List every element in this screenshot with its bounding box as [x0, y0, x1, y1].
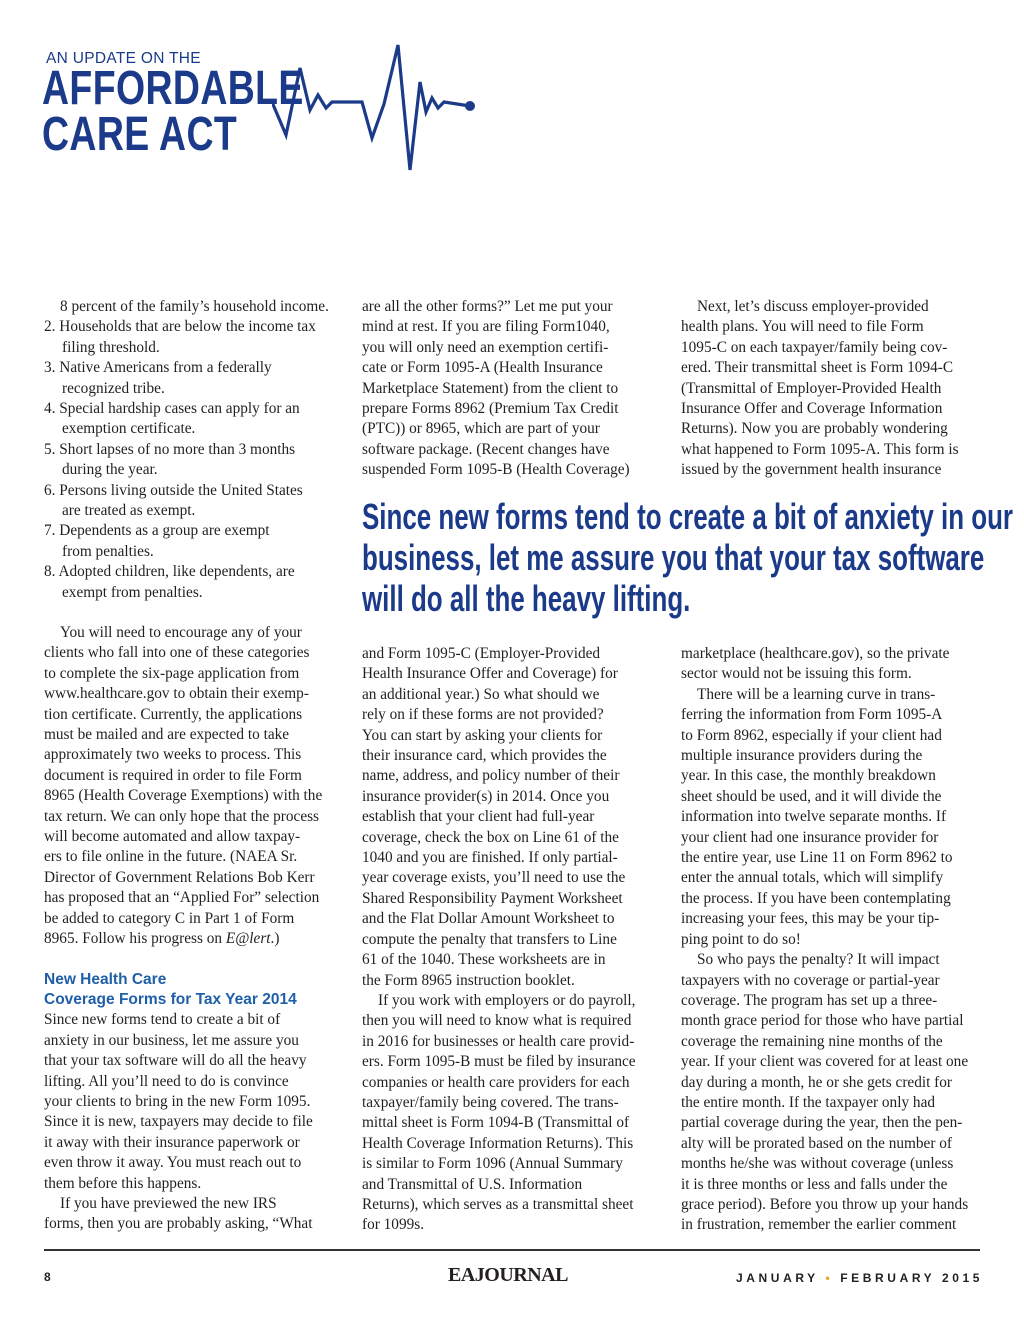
text-line: ping point to do so! — [681, 930, 801, 948]
text-line: in 2016 for businesses or health care provid- — [362, 1032, 635, 1050]
text-line: grace period). Before you throw up your hands — [681, 1195, 969, 1213]
text-line: it is three months or less and falls under the — [681, 1175, 948, 1193]
issue-date — [736, 1271, 983, 1285]
text-line: is similar to Form 1096 (Annual Summary — [362, 1155, 623, 1173]
paragraph-encourage-clients — [44, 623, 344, 950]
text-line: ferring the information from Form 1095-A — [681, 706, 943, 724]
text-line: anxiety in our business, let me assure you — [44, 1031, 299, 1049]
column-2-body — [362, 644, 662, 1236]
list-line: 8. Adopted children, like dependents, are — [44, 563, 295, 581]
text-fragment: .) — [270, 930, 280, 948]
text-line: year coverage exists, you’ll need to use the — [362, 869, 626, 887]
text-line: coverage. The program has set up a three- — [681, 991, 938, 1009]
header-title — [42, 62, 304, 161]
list-line: from penalties. — [62, 542, 154, 560]
text-line: for 1099s. — [362, 1216, 425, 1234]
text-line: mittal sheet is Form 1094-B (Transmittal of — [362, 1114, 630, 1132]
header-kicker: AN UPDATE ON THE — [46, 50, 201, 67]
text-line: be added to category C in Part 1 of Form — [44, 909, 295, 927]
text-line: 8965 (Health Coverage Exemptions) with the — [44, 787, 323, 805]
pull-quote — [362, 496, 1014, 619]
text-line: software package. (Recent changes have — [362, 440, 610, 458]
text-line: suspended Form 1095-B (Health Coverage) — [362, 461, 630, 479]
page-number: 8 — [44, 1270, 52, 1284]
text-line: alty will be prorated based on the number of — [681, 1134, 953, 1152]
text-line: ered. Their transmittal sheet is Form 1094-C — [681, 359, 954, 377]
text-line: are all the other forms?” Let me put your — [362, 298, 613, 315]
text-line: Returns). Now you are probably wondering — [681, 420, 948, 438]
text-line: tion certificate. Currently, the applications — [44, 705, 303, 723]
paragraph-who-pays — [681, 950, 981, 1236]
text-line: 1095-C on each taxpayer/family being cov- — [681, 338, 948, 356]
text-line: taxpayers with no coverage or partial-year — [681, 971, 940, 989]
text-line: issued by the government health insurance — [681, 461, 942, 479]
paragraph-new-forms — [44, 1010, 344, 1194]
text-line: your client had one insurance provider for — [681, 828, 939, 846]
text-line: Marketplace Statement) from the client to — [362, 379, 619, 397]
column-1 — [44, 297, 344, 603]
text-line: it away with their insurance paperwork or — [44, 1133, 300, 1151]
paragraph-marketplace — [681, 644, 981, 685]
text-line: coverage, check the box on Line 61 of the — [362, 828, 619, 846]
text-line: There will be a learning curve in trans- — [697, 685, 936, 703]
journal-logo: EAJOURNAL — [448, 1264, 568, 1286]
text-line: the process. If you have been contemplating — [681, 889, 951, 907]
text-line: to Form 8962, especially if your client had — [681, 726, 942, 744]
paragraph-previewed-forms — [44, 1194, 344, 1235]
text-line: to complete the six-page application from — [44, 664, 300, 682]
paragraph-other-forms — [362, 297, 662, 481]
exemption-list — [44, 297, 344, 603]
text-line: Health Insurance Offer and Coverage) for — [362, 665, 618, 683]
text-line: lifting. All you’ll need to do is convince — [44, 1072, 289, 1090]
list-line: exemption certificate. — [62, 420, 196, 438]
paragraph-form-1095c — [362, 644, 662, 991]
list-line: recognized tribe. — [62, 379, 165, 397]
header-title-line2: CARE ACT — [42, 108, 238, 161]
text-line: and the Flat Dollar Amount Worksheet to — [362, 910, 615, 928]
footer-divider — [44, 1249, 980, 1251]
column-1-body — [44, 623, 344, 1235]
text-line — [44, 929, 344, 949]
pull-quote-line2: business, let me assure you that your tax software — [362, 537, 985, 578]
text-line: rely on if these forms are not provided? — [362, 706, 604, 724]
text-line: increasing your fees, this may be your tip- — [681, 910, 940, 928]
text-line: them before this happens. — [44, 1174, 202, 1192]
text-line: Next, let’s discuss employer-provided — [697, 298, 929, 315]
text-line: forms, then you are probably asking, “What — [44, 1215, 313, 1233]
text-line: Health Coverage Information Returns). This — [362, 1134, 634, 1152]
text-line: multiple insurance providers during the — [681, 747, 923, 765]
text-line: sector would not be issuing this form. — [681, 665, 912, 683]
text-line: coverage the remaining nine months of the — [681, 1032, 943, 1050]
column-3-body — [681, 644, 981, 1236]
text-line: the Form 8965 instruction booklet. — [362, 971, 575, 989]
list-line: 7. Dependents as a group are exempt — [44, 522, 270, 540]
list-line: are treated as exempt. — [62, 502, 196, 520]
text-line: (Transmittal of Employer-Provided Health — [681, 379, 942, 397]
paragraph-employer-plans — [681, 297, 981, 481]
text-line: name, address, and policy number of their — [362, 767, 620, 785]
text-line: must be mailed and are expected to take — [44, 726, 290, 744]
text-line: Director of Government Relations Bob Kerr — [44, 868, 315, 886]
text-line: 61 of the 1040. These worksheets are in — [362, 951, 606, 969]
text-line: that your tax software will do all the heavy — [44, 1052, 307, 1070]
text-line: year. If your client was covered for at least one — [681, 1053, 969, 1071]
text-line: enter the annual totals, which will simplify — [681, 869, 944, 887]
heartbeat-line-icon — [272, 40, 482, 180]
list-line: during the year. — [62, 461, 158, 479]
list-line: 5. Short lapses of no more than 3 months — [44, 440, 296, 458]
text-line: So who pays the penalty? It will impact — [697, 951, 940, 969]
text-line: month grace period for those who have partial — [681, 1012, 964, 1030]
text-line: then you will need to know what is required — [362, 1012, 632, 1030]
list-line: 3. Native Americans from a federally — [44, 359, 272, 377]
list-line: 2. Households that are below the income tax — [44, 318, 316, 336]
text-line: months he/she was without coverage (unless — [681, 1155, 954, 1173]
text-line: Returns), which serves as a transmittal sheet — [362, 1195, 634, 1213]
text-line: insurance provider(s) in 2014. Once you — [362, 787, 610, 805]
list-line: 4. Special hardship cases can apply for an — [44, 400, 300, 418]
text-line: your clients to bring in the new Form 1095. — [44, 1092, 311, 1110]
text-line: (PTC)) or 8965, which are part of your — [362, 420, 600, 438]
text-line: and Transmittal of U.S. Information — [362, 1175, 583, 1193]
text-fragment: 8965. Follow his progress on — [44, 930, 223, 948]
text-line: the entire month. If the taxpayer only had — [681, 1093, 936, 1111]
list-line: exempt from penalties. — [62, 583, 203, 601]
text-line: ers. Form 1095-B must be filed by insurance — [362, 1053, 636, 1071]
text-line: has proposed that an “Applied For” selection — [44, 889, 320, 907]
text-line: year. In this case, the monthly breakdown — [681, 767, 936, 785]
column-2 — [362, 297, 662, 481]
text-line: approximately two weeks to process. This — [44, 746, 302, 764]
list-line: 8 percent of the family’s household income. — [60, 298, 329, 315]
pull-quote-line1: Since new forms tend to create a bit of anxiety in our — [362, 496, 1014, 537]
text-line: Insurance Offer and Coverage Information — [681, 400, 943, 418]
text-line: document is required in order to file Form — [44, 766, 302, 784]
section-heading — [44, 970, 344, 1011]
text-line: clients who fall into one of these categories — [44, 644, 310, 662]
text-line: ers to file online in the future. (NAEA Sr. — [44, 848, 298, 866]
text-line: compute the penalty that transfers to Line — [362, 930, 617, 948]
text-line: tax return. We can only hope that the process — [44, 807, 320, 825]
text-line: health plans. You will need to file Form — [681, 318, 924, 336]
paragraph-employers-payroll — [362, 991, 662, 1236]
text-line: partial coverage during the year, then the pen- — [681, 1114, 963, 1132]
list-line: filing threshold. — [62, 338, 160, 356]
text-line: Shared Responsibility Payment Worksheet — [362, 889, 623, 907]
text-line: cate or Form 1095-A (Health Insurance — [362, 359, 603, 377]
text-line: will become automated and allow taxpay- — [44, 828, 301, 846]
section-heading-line2: Coverage Forms for Tax Year 2014 — [44, 990, 297, 1008]
text-line: sheet should be used, and it will divide the — [681, 787, 942, 805]
header-title-line1: AFFORDABLE — [42, 62, 304, 115]
text-line: taxpayer/family being covered. The trans- — [362, 1093, 619, 1111]
text-line: what happened to Form 1095-A. This form is — [681, 440, 959, 458]
issue-month-2: FEBRUARY 2015 — [840, 1271, 984, 1285]
text-line: in frustration, remember the earlier comment — [681, 1216, 957, 1234]
text-line: companies or health care providers for each — [362, 1073, 630, 1091]
text-line: the entire year, use Line 11 on Form 8962 to — [681, 849, 953, 867]
elert-reference: E@lert — [225, 930, 271, 948]
paragraph-learning-curve — [681, 685, 981, 950]
text-line: and Form 1095-C (Employer-Provided — [362, 645, 601, 662]
text-line: prepare Forms 8962 (Premium Tax Credit — [362, 400, 619, 418]
column-3 — [681, 297, 981, 481]
list-line: 6. Persons living outside the United States — [44, 481, 303, 499]
text-line: Since new forms tend to create a bit of — [44, 1011, 281, 1029]
text-line: marketplace (healthcare.gov), so the private — [681, 645, 950, 662]
text-line: their insurance card, which provides the — [362, 747, 607, 765]
text-line: Since it is new, taxpayers may decide to file — [44, 1113, 313, 1131]
pull-quote-line3: will do all the heavy lifting. — [362, 578, 691, 619]
text-line: an additional year.) So what should we — [362, 685, 600, 703]
text-line: day during a month, he or she gets credit for — [681, 1073, 953, 1091]
text-line: If you have previewed the new IRS — [60, 1194, 277, 1212]
issue-month-1: JANUARY — [736, 1271, 819, 1285]
text-line: You will need to encourage any of your — [60, 624, 302, 641]
text-line: establish that your client had full-year — [362, 808, 595, 826]
text-line: 1040 and you are finished. If only partial- — [362, 849, 618, 867]
section-heading-line1: New Health Care — [44, 970, 167, 988]
text-line: You can start by asking your clients for — [362, 726, 603, 744]
text-line: mind at rest. If you are filing Form1040, — [362, 318, 610, 336]
text-line: www.healthcare.gov to obtain their exemp- — [44, 685, 309, 703]
text-line: If you work with employers or do payroll, — [378, 991, 636, 1009]
date-separator-dot: • — [825, 1271, 834, 1285]
text-line: even throw it away. You must reach out to — [44, 1154, 302, 1172]
text-line: you will only need an exemption certifi- — [362, 338, 609, 356]
text-line: information into twelve separate months. If — [681, 808, 947, 826]
